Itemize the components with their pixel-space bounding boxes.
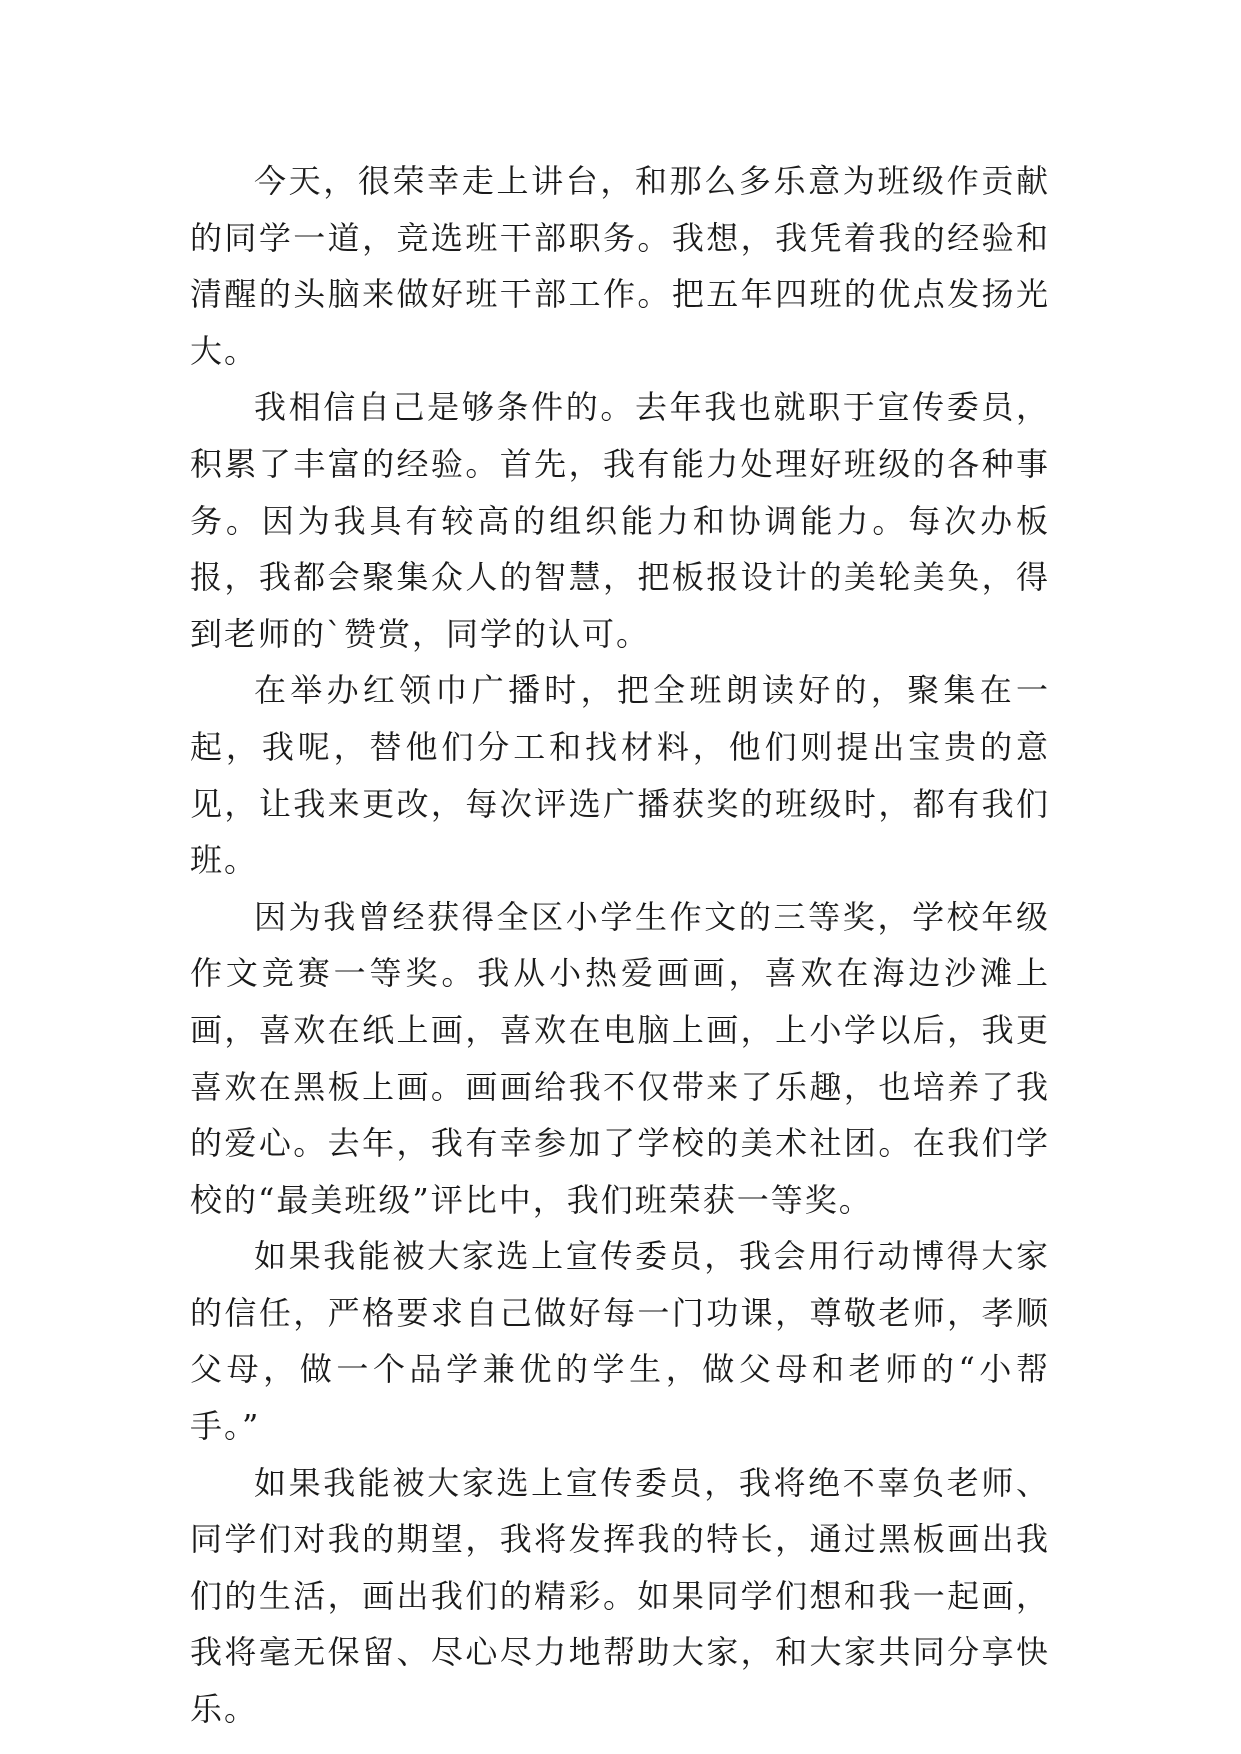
paragraph-2: 我相信自己是够条件的。去年我也就职于宣传委员，积累了丰富的经验。首先，我有能力处理好班级的各种事务。因为我具有较高的组织能力和协调能力。每次办板报，我都会聚集众人的智慧，把板报设计的美轮美奂，得到老师的`赞赏，同学的认可。 (190, 388, 1050, 653)
paragraph-3: 在举办红领巾广播时，把全班朗读好的，聚集在一起，我呢，替他们分工和找材料，他们则提出宝贵的意见，让我来更改，每次评选广播获奖的班级时，都有我们班。 (190, 671, 1050, 880)
document-body (190, 153, 1050, 1738)
paragraph-6: 如果我能被大家选上宣传委员，我将绝不辜负老师、同学们对我的期望，我将发挥我的特长，通过黑板画出我们的生活，画出我们的精彩。如果同学们想和我一起画，我将毫无保留、尽心尽力地帮助大家，和大家共同分享快乐。 (190, 1463, 1050, 1729)
paragraph-4: 因为我曾经获得全区小学生作文的三等奖，学校年级作文竞赛一等奖。我从小热爱画画，喜欢在海边沙滩上画，喜欢在纸上画，喜欢在电脑上画，上小学以后，我更喜欢在黑板上画。画画给我不仅带来了乐趣，也培养了我的爱心。去年，我有幸参加了学校的美术社团。在我们学校的“最美班级”评比中，我们班荣获一等奖。 (190, 897, 1050, 1219)
paragraph-5: 如果我能被大家选上宣传委员，我会用行动博得大家的信任，严格要求自己做好每一门功课，尊敬老师，孝顺父母，做一个品学兼优的学生，做父母和老师的“小帮手。” (190, 1237, 1050, 1446)
paragraph-1: 今天，很荣幸走上讲台，和那么多乐意为班级作贡献的同学一道，竞选班干部职务。我想，我凭着我的经验和清醒的头脑来做好班干部工作。把五年四班的优点发扬光大。 (190, 162, 1050, 370)
